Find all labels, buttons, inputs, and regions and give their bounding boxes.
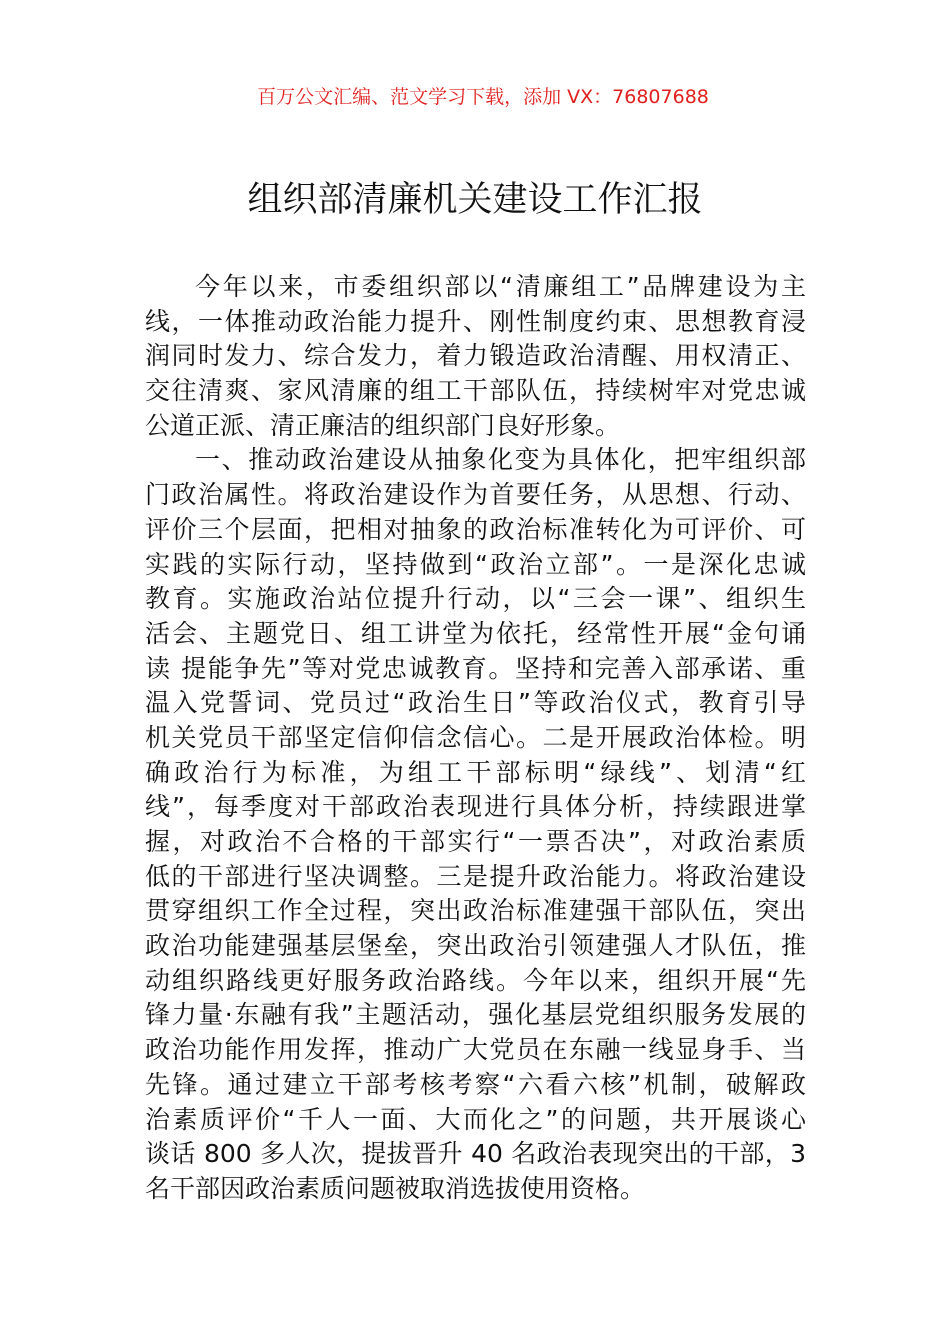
paragraph-line: 活会、主题党日、组工讲堂为依托，经常性开展“金句诵	[145, 618, 806, 648]
paragraph-line: 动组织路线更好服务政治路线。今年以来，组织开展“先	[145, 965, 806, 995]
paragraph-line: 锋力量·东融有我”主题活动，强化基层党组织服务发展的	[145, 1000, 806, 1030]
paragraph-line: 治素质评价“千人一面、大而化之”的问题，共开展谈心	[145, 1104, 806, 1134]
paragraph	[145, 443, 806, 1206]
paragraph-line: 线”，每季度对干部政治表现进行具体分析，持续跟进掌	[145, 792, 806, 822]
paragraph-line: 公道正派、清正廉洁的组织部门良好形象。	[145, 410, 621, 440]
paragraph-line: 贯穿组织工作全过程，突出政治标准建强干部队伍，突出	[145, 896, 806, 926]
paragraph-line: 今年以来，市委组织部以“清廉组工”品牌建设为主	[195, 272, 806, 301]
document-body	[145, 270, 806, 1207]
paragraph-line: 门政治属性。将政治建设作为首要任务，从思想、行动、	[145, 480, 806, 510]
paragraph-line: 政治功能建强基层堡垒，突出政治引领建强人才队伍，推	[145, 931, 806, 961]
paragraph-line: 确政治行为标准，为组工干部标明“绿线”、划清“红	[145, 757, 806, 787]
document-title: 组织部清廉机关建设工作汇报	[247, 180, 703, 220]
paragraph-line: 润同时发力、综合发力，着力锻造政治清醒、用权清正、	[145, 341, 806, 371]
paragraph-line: 政治功能作用发挥，推动广大党员在东融一线显身手、当	[145, 1035, 806, 1065]
paragraph-line: 交往清爽、家风清廉的组工干部队伍，持续树牢对党忠诚	[145, 376, 806, 406]
paragraph-line: 谈话 800 多人次，提拔晋升 40 名政治表现突出的干部，3	[145, 1139, 806, 1169]
paragraph-line: 实践的实际行动，坚持做到“政治立部”。一是深化忠诚	[145, 549, 806, 579]
paragraph-line: 温入党誓词、党员过“政治生日”等政治仪式，教育引导	[145, 688, 806, 718]
paragraph-line: 握，对政治不合格的干部实行“一票否决”，对政治素质	[145, 827, 806, 856]
paragraph-line: 机关党员干部坚定信仰信念信心。二是开展政治体检。明	[145, 722, 806, 752]
paragraph-line: 读 提能争先”等对党忠诚教育。坚持和完善入部承诺、重	[145, 653, 806, 683]
paragraph-line: 先锋。通过建立干部考核考察“六看六核”机制，破解政	[145, 1069, 806, 1099]
paragraph-line: 一、推动政治建设从抽象化变为具体化，把牢组织部	[195, 445, 806, 475]
paragraph-line: 评价三个层面，把相对抽象的政治标准转化为可评价、可	[145, 514, 806, 544]
paragraph-line: 名干部因政治素质问题被取消选拔使用资格。	[145, 1173, 646, 1203]
paragraph-line: 教育。实施政治站位提升行动，以“三会一课”、组织生	[145, 584, 806, 614]
watermark-header: 百万公文汇编、范文学习下载，添加 VX：76807688	[257, 86, 709, 108]
paragraph-line: 低的干部进行坚决调整。三是提升政治能力。将政治建设	[145, 861, 806, 891]
paragraph-line: 线，一体推动政治能力提升、刚性制度约束、思想教育浸	[145, 306, 806, 336]
paragraph	[145, 270, 806, 443]
